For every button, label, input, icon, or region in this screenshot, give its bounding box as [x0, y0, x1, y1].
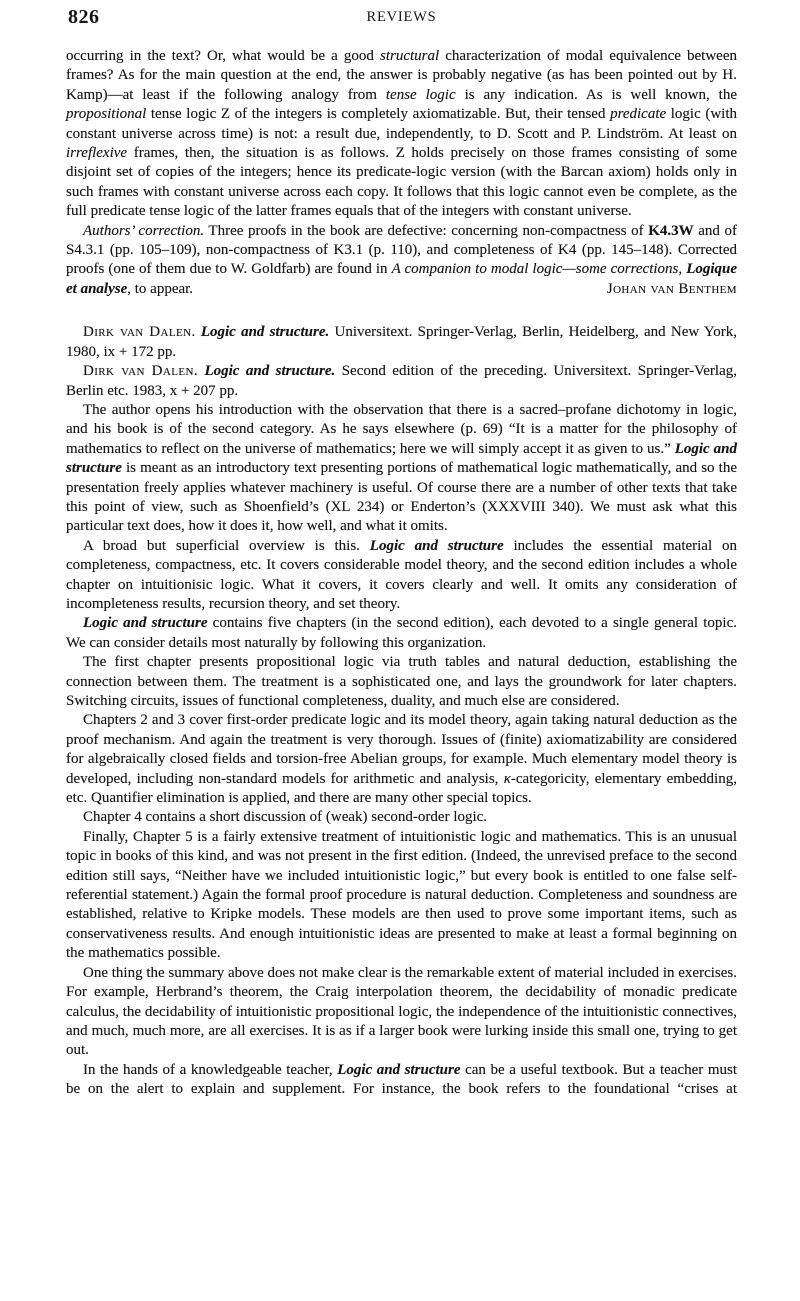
- text-segment: A companion to modal logic—some corrections,: [391, 261, 683, 278]
- text-segment: Second edition of the preceding. Universitext. Springer-Verlag, Berlin etc. 1983, x + 207 pp.: [66, 363, 737, 399]
- dalen-citation-1980: [66, 323, 737, 362]
- text-segment: Logic and structure: [337, 1061, 461, 1078]
- text-segment: contains five chapters (in the second edition), each devoted to a single general topic. We can consider details most naturally by following this organization.: [66, 615, 737, 651]
- dalen-para-chapter5: [66, 828, 737, 964]
- dalen-para-chapter4: [66, 808, 737, 827]
- running-head: REVIEWS: [366, 9, 437, 25]
- text-segment: Universitext. Springer-Verlag, Berlin, Heidelberg, and New York, 1980, ix + 172 pp.: [66, 324, 737, 360]
- text-segment: Dirk van Dalen.: [83, 324, 196, 341]
- text-segment: A broad but superficial overview is this.: [83, 537, 370, 554]
- text-segment: K4.3W: [648, 222, 694, 239]
- text-segment: , to appear.: [127, 280, 194, 297]
- benthem-authors-correction: [66, 222, 737, 300]
- dalen-para-chapters: [66, 614, 737, 653]
- text-segment: propositional: [66, 106, 147, 123]
- text-segment: One thing the summary above does not make clear is the remarkable extent of material included in exercises. For example, Herbrand’s theorem, the Craig interpolation theorem, the decidability of monadic predicate calculus, the decidability of intuitionistic propositional logic, the independence of the intuitionistic connectives, and much, much more, are all exercises. It is as if a larger book were lurking inside this small one, trying to get out.: [66, 964, 737, 1059]
- text-segment: Logic and structure: [369, 537, 504, 554]
- text-segment: irreflexive: [66, 145, 128, 162]
- dalen-para-chapters2-3: [66, 711, 737, 808]
- page-number: 826: [68, 6, 100, 28]
- text-segment: The author opens his introduction with the observation that there is a sacred–profane dichotomy in logic, and his book is of the second category. As he says elsewhere (p. 69) “It is a matter for the philosophy of mathematics to reflect on the universe of mathematics; here we will simply accept it as given to us.”: [66, 401, 737, 457]
- text-segment: is meant as an introductory text presenting portions of mathematical logic mathematically, and so the presentation freely applies whatever machinery is useful. Of course there are a number of other texts that take this point of view, such as Shoenfield’s (XL 234) or Enderton’s (XXXVIII 340). We must ask what this particular text does, how it does it, how well, and what it omits.: [66, 460, 737, 535]
- text-segment: predicate: [610, 106, 667, 123]
- text-segment: logic (with constant universe across time) is not: a result due, independently, to D. Scott and P. Lindström. At least on: [66, 106, 737, 142]
- text-segment: and of S4.3.1 (pp. 105–109), non-compactness of K3.1 (p. 110), and completeness of K4 (pp. 145–148). Corrected proofs (one of them due to W. Goldfarb) are found in: [66, 222, 738, 278]
- text-segment: Chapters 2 and 3 cover first-order predicate logic and its model theory, again taking natural deduction as the proof mechanism. And again the treatment is very thorough. Issues of (finite) axiomatizability are considered for algebraically closed fields and torsion-free Abelian groups, for example. Much elementary model theory is developed, including non-standard models for arithmetic and analysis,: [66, 712, 737, 787]
- text-segment: is any indication. As is well known, the: [455, 86, 737, 103]
- text-segment: Logic and structure: [66, 440, 737, 477]
- text-segment: In the hands of a knowledgeable teacher,: [83, 1061, 338, 1078]
- text-segment: Logique et analyse: [66, 261, 738, 297]
- text-segment: occurring in the text? Or, what would be a good: [66, 48, 380, 64]
- page-header: [66, 6, 737, 30]
- text-segment: frames, then, the situation is as follows. Z holds precisely on those frames consisting of some disjoint set of copies of the integers; hence its predicate-logic version (with the Barcan axiom) holds only in such frames with constant universe across each copy. It follows that this logic cannot even be complete, as the full predicate tense logic of the latter frames equals that of the integers with constant universe.: [66, 145, 737, 220]
- text-segment: includes the essential material on completeness, compactness, etc. It covers considerable model theory, and the second edition includes a whole chapter on intuitionisic logic. What it covers, it covers clearly and well. It omits any consideration of incompleteness results, recursion theory, and set theory.: [66, 537, 737, 612]
- text-segment: The first chapter presents propositional logic via truth tables and natural deduction, establishing the connection between them. The treatment is a sophisticated one, and lays the groundwork for later chapters. Switching circuits, issues of functional completeness, duality, and much else are considered.: [66, 654, 737, 709]
- benthem-review-continuation: [66, 47, 737, 222]
- text-segment: -categoricity, elementary embedding, etc. Quantifier elimination is applied, and there are many other special topics.: [66, 770, 737, 807]
- dalen-para-chapter1: [66, 653, 737, 711]
- text-segment: Chapter 4 contains a short discussion of (weak) second-order logic.: [83, 809, 488, 826]
- text-segment: κ: [503, 770, 511, 787]
- text-segment: Logic and structure.: [204, 363, 336, 380]
- text-segment: can be a useful textbook. But a teacher must be on the alert to explain and supplement. For instance, the book refers to the foundational “crises at: [66, 1061, 737, 1098]
- dalen-para-exercises: [66, 964, 737, 1061]
- reviewer-signature: Johan van Benthem: [606, 280, 737, 297]
- text-segment: Dirk van Dalen.: [83, 363, 198, 380]
- text-segment: tense logic: [385, 86, 456, 103]
- dalen-para-teacher: [66, 1061, 737, 1100]
- review-body: [66, 47, 737, 1100]
- text-segment: Logic and structure.: [200, 324, 330, 341]
- dalen-para-introduction: [66, 401, 737, 537]
- text-segment: Logic and structure: [83, 615, 208, 632]
- text-segment: Finally, Chapter 5 is a fairly extensive treatment of intuitionistic logic and mathematics. This is an unusual topic in books of this kind, and was not present in the first edition. (Indeed, the unrevised preface to the second edition still says, “Neither have we included intuitionistic logic,” but every book is entitled to one false self-referential statement.) Again the formal proof procedure is natural deduction. Completeness and soundness are established, relative to Kripke models. These models are then used to prove some important items, such as conservativeness results. And enough intuitionistic ideas are presented to make at least a formal beginning on the mathematics possible.: [66, 828, 737, 962]
- dalen-para-overview: [66, 537, 737, 615]
- dalen-citation-1983: [66, 362, 737, 401]
- text-segment: tense logic Z of the integers is completely axiomatizable. But, their tensed: [146, 106, 611, 123]
- text-segment: Authors’ correction.: [83, 222, 205, 239]
- text-segment: structural: [379, 48, 440, 64]
- text-segment: characterization of modal equivalence between frames? As for the main question at the end, the answer is probably negative (as has been pointed out by H. Kamp)—at least if the following analogy from: [66, 48, 737, 103]
- text-segment: Three proofs in the book are defective: concerning non-compactness of: [204, 222, 649, 239]
